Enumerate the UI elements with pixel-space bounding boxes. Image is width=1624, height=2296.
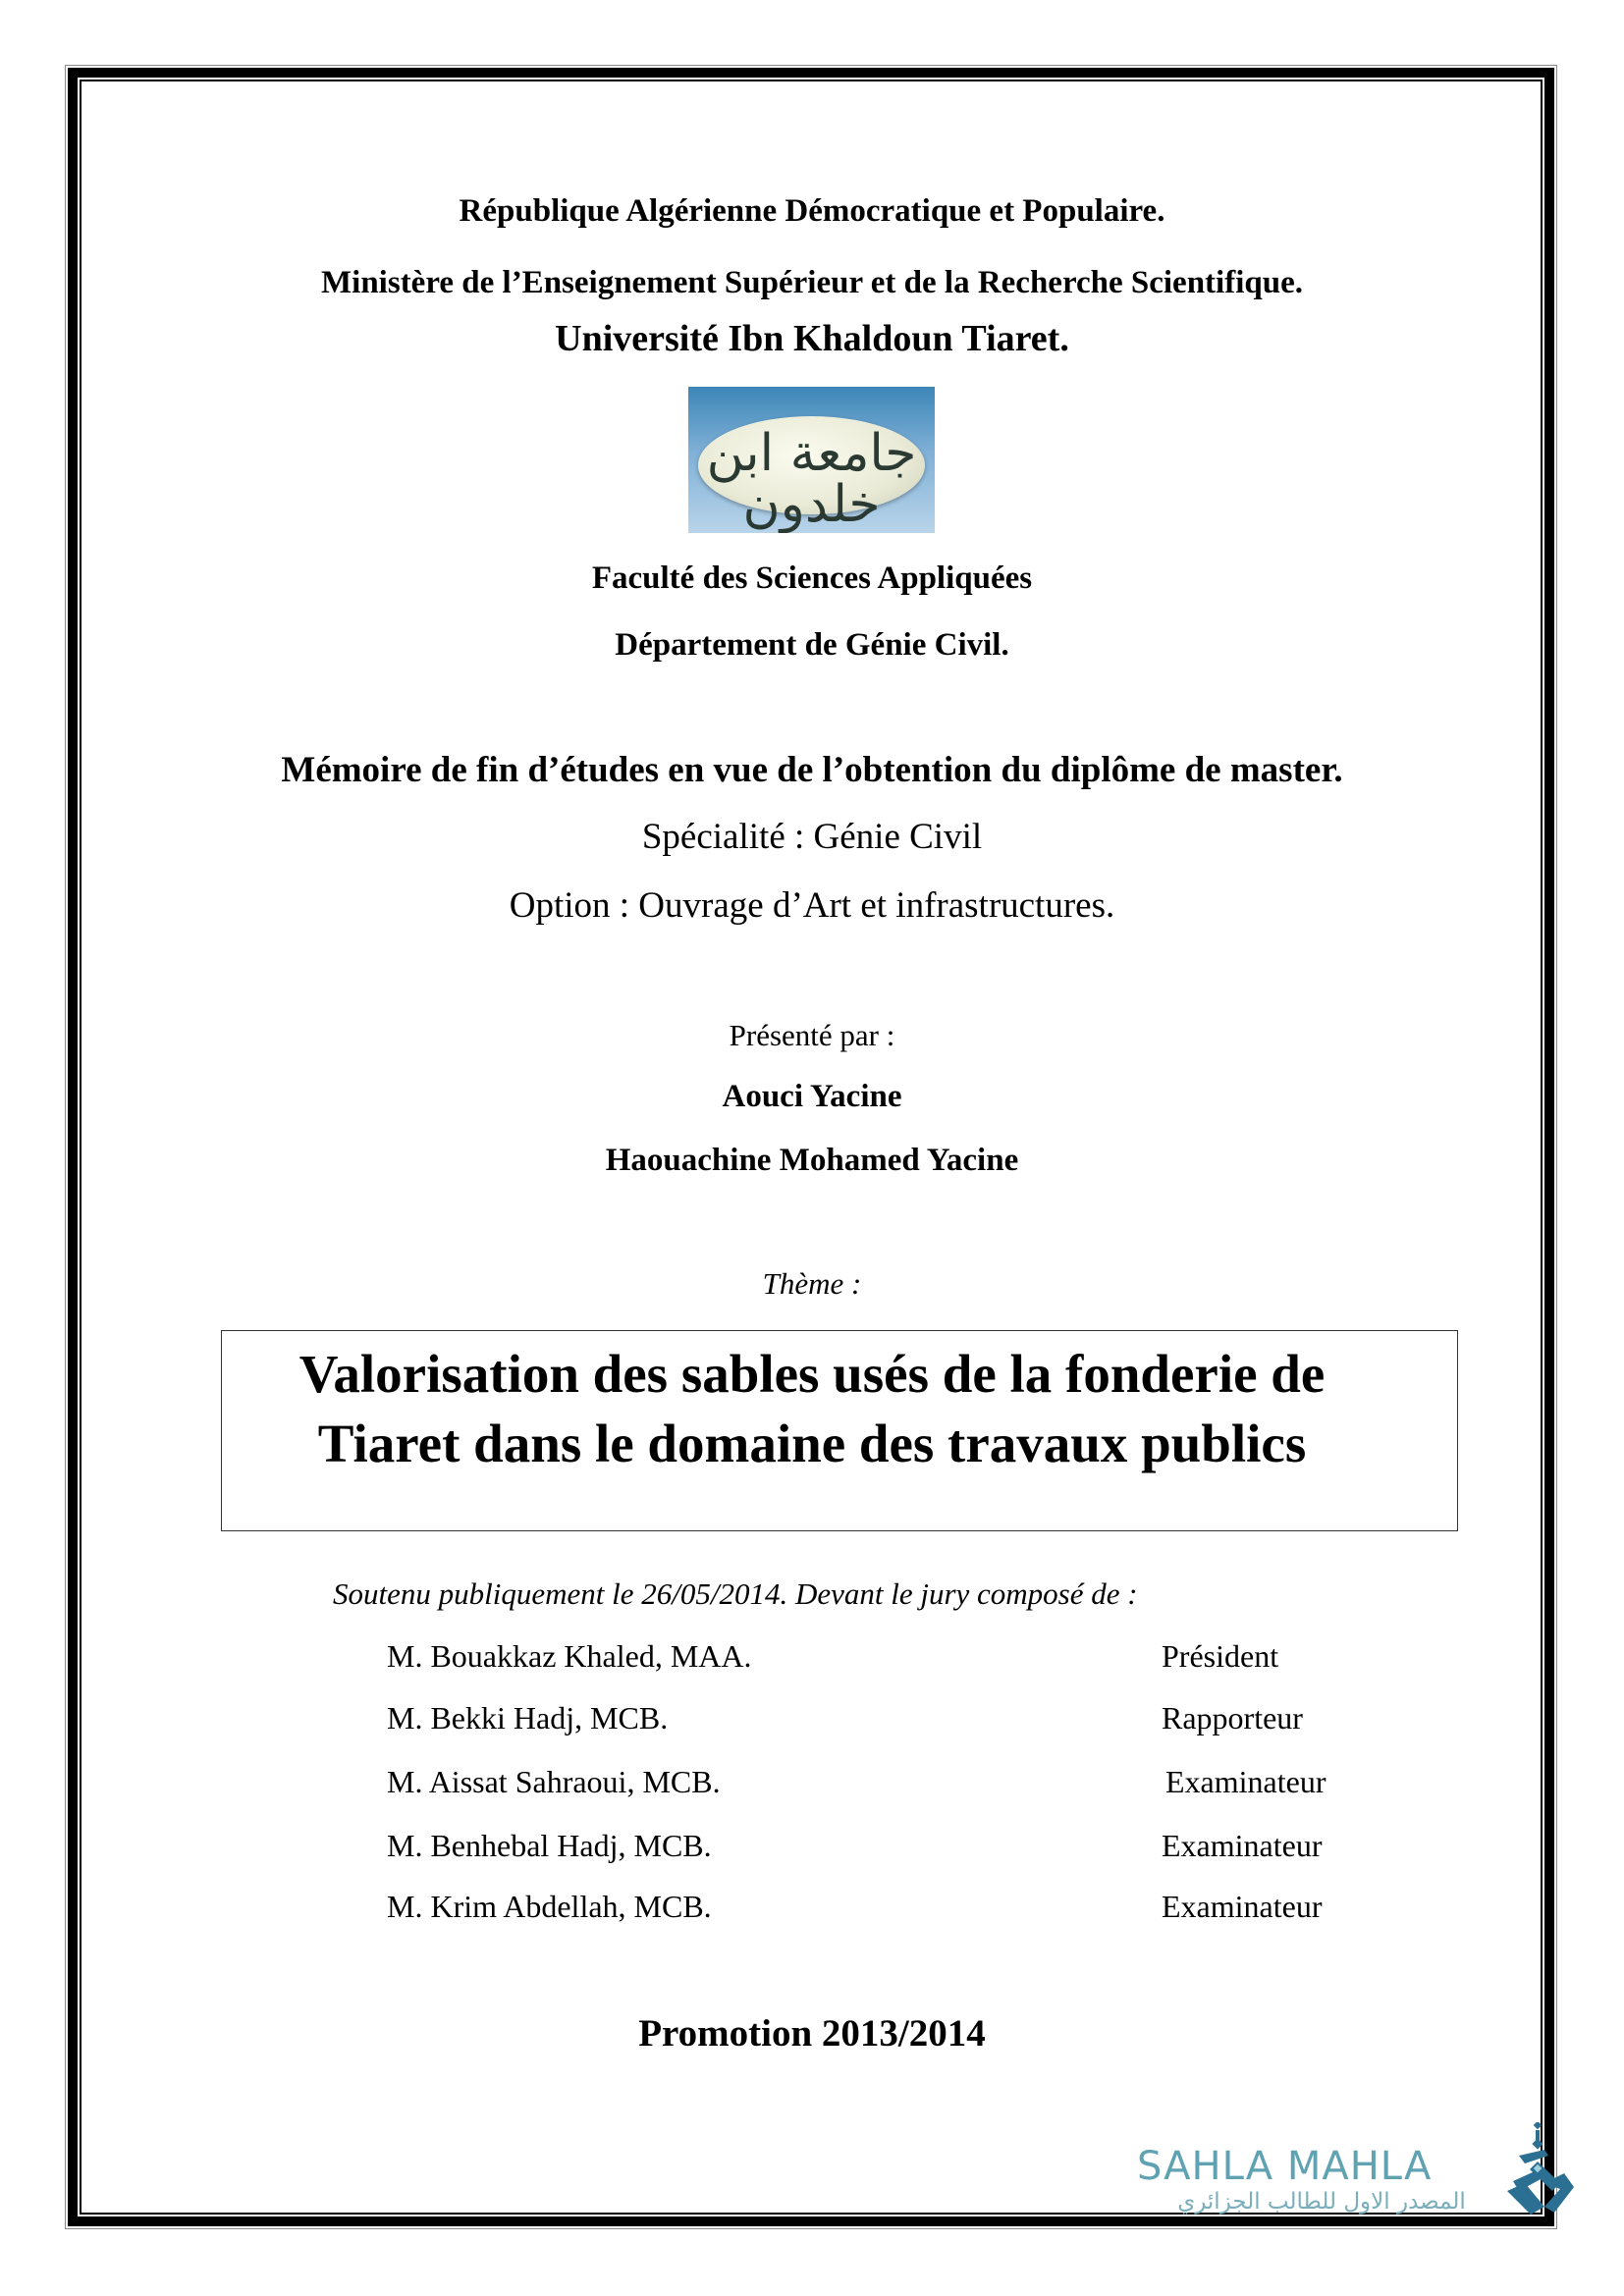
theme-title-line: Tiaret dans le domaine des travaux publics [317,1414,1307,1473]
jury-member-role: Rapporteur [1162,1700,1303,1735]
jury-member-name: M. Bekki Hadj, MCB. [387,1700,669,1735]
author-name: Haouachine Mohamed Yacine [605,1143,1019,1178]
faculty-name: Faculté des Sciences Appliquées [591,561,1033,596]
thesis-heading: Mémoire de fin d’études en vue de l’obtention du diplôme de master. [281,750,1343,790]
jury-member-role: Examinateur [1162,1828,1323,1863]
jury-member-role: Examinateur [1162,1889,1323,1924]
author-name: Aouci Yacine [722,1079,902,1114]
sahla-mahla-emblem-icon [1505,2122,1574,2216]
theme-title-line: Valorisation des sables usés de la fonderie de [298,1344,1326,1404]
speciality: Spécialité : Génie Civil [641,817,983,857]
presented-by-label: Présenté par : [729,1018,895,1052]
jury-member-name: M. Krim Abdellah, MCB. [387,1889,712,1924]
defense-intro: Soutenu publiquement le 26/05/2014. Devant le jury composé de : [333,1576,1138,1611]
option: Option : Ouvrage d’Art et infrastructures. [509,885,1115,926]
logo-oval [698,416,925,533]
republic-heading: République Algérienne Démocratique et Populaire. [459,193,1165,229]
promotion-year: Promotion 2013/2014 [638,2012,986,2055]
watermark-brand: SAHLA MAHLA [1137,2144,1433,2189]
theme-label: Thème : [762,1266,862,1301]
jury-member-name: M. Bouakkaz Khaled, MAA. [387,1638,752,1674]
university-name: Université Ibn Khaldoun Tiaret. [555,318,1069,359]
ministry-heading: Ministère de l’Enseignement Supérieur et de la Recherche Scientifique. [321,265,1303,300]
watermark-tagline: المصدر الاول للطالب الجزائري [1177,2189,1466,2215]
jury-member-role: Président [1162,1638,1279,1674]
department-name: Département de Génie Civil. [615,627,1009,663]
jury-member-name: M. Benhebal Hadj, MCB. [387,1828,712,1863]
logo-calligraphy: جامعة ابن خلدون [706,424,917,533]
jury-member-role: Examinateur [1165,1764,1326,1799]
university-logo [688,387,935,533]
jury-member-name: M. Aissat Sahraoui, MCB. [387,1764,721,1799]
